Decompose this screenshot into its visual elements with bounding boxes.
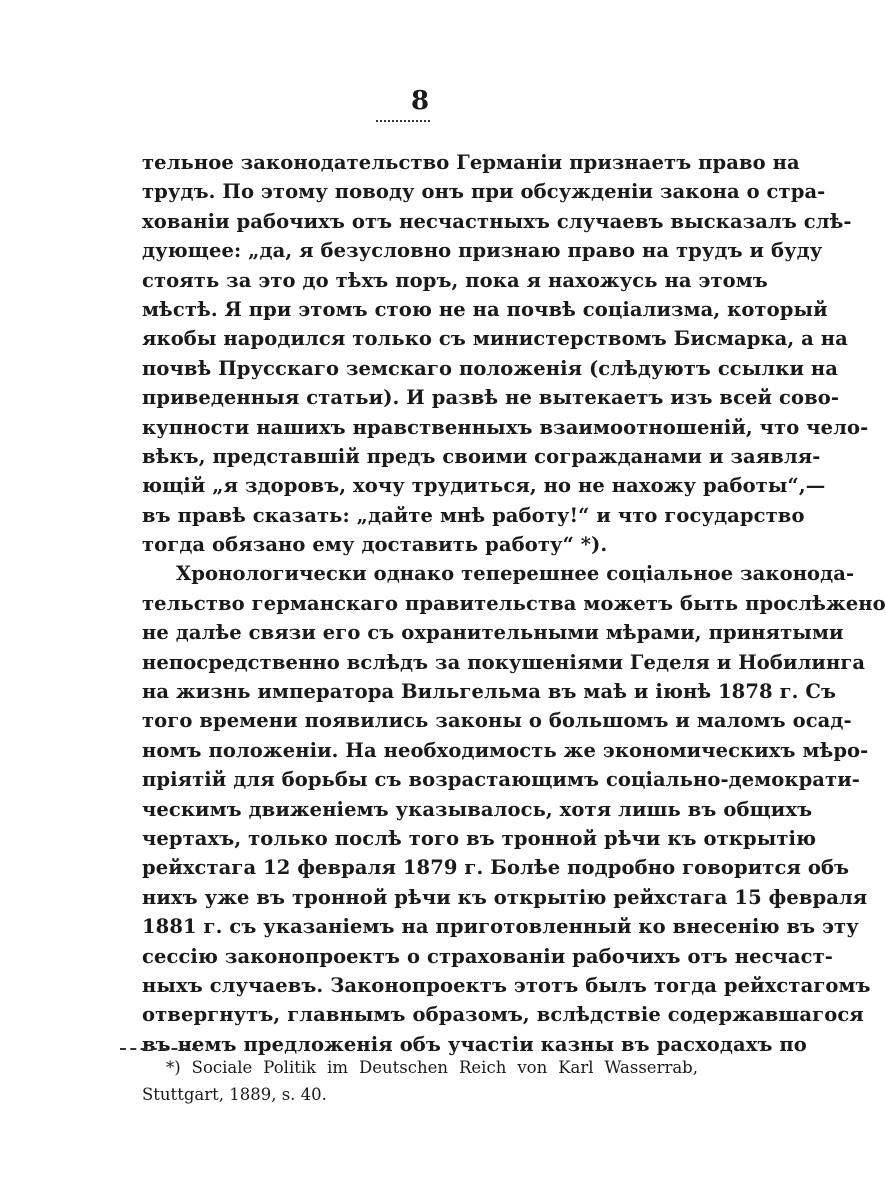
text-line: тогда обязано ему доставить работу“ *). (142, 533, 608, 557)
text-line: отвергнутъ, главнымъ образомъ, вслѣдствіе содержавшагося (142, 1003, 864, 1027)
text-line: вѣкъ, представшій предъ своими согражданами и заявля- (142, 444, 821, 468)
text-line: номъ положеніи. На необходимость же экономическихъ мѣро- (142, 738, 869, 762)
text-line: тельство германскаго правительства можетъ быть прослѣжено (142, 591, 886, 615)
text-line: рейхстага 12 февраля 1879 г. Болѣе подробно говорится объ (142, 856, 850, 880)
page-number: 8 (410, 86, 430, 116)
footnote-line: Stuttgart, 1889, s. 40. (142, 1085, 327, 1104)
text-line: мѣстѣ. Я при этомъ стою не на почвѣ соціализма, который (142, 297, 828, 321)
text-line: въ немъ предложенія объ участіи казны въ расходахъ по (142, 1032, 807, 1056)
text-line: не далѣе связи его съ охранительными мѣрами, принятыми (142, 621, 844, 645)
text-line: ныхъ случаевъ. Законопроектъ этотъ былъ тогда рейхстагомъ (142, 973, 871, 997)
text-line: того времени появились законы о большомъ и маломъ осад- (142, 709, 852, 733)
text-line: сессію законопроектъ о страхованіи рабочихъ отъ несчаст- (142, 944, 834, 968)
text-line: почвѣ Прусскаго земскаго положенія (слѣдуютъ ссылки на (142, 356, 839, 380)
text-line: трудъ. По этому поводу онъ при обсужденіи закона о стра- (142, 180, 826, 204)
footnote-line: *) Sociale Politik im Deutschen Reich von Karl Wasserrab, (166, 1058, 698, 1077)
text-line: на жизнь императора Вильгельма въ маѣ и іюнѣ 1878 г. Съ (142, 680, 837, 704)
footnote (142, 1054, 698, 1108)
text-line: чертахъ, только послѣ того въ тронной рѣчи къ открытію (142, 826, 817, 850)
text-line: приведенныя статьи). И развѣ не вытекаетъ изъ всей сово- (142, 386, 840, 410)
text-line: пріятій для борьбы съ возрастающимъ соціально-демократи- (142, 768, 860, 792)
text-line: купности нашихъ нравственныхъ взаимоотношеній, что чело- (142, 415, 869, 439)
text-line: непосредственно вслѣдъ за покушеніями Геделя и Нобилинга (142, 650, 866, 674)
text-line: ческимъ движеніемъ указывалось, хотя лишь въ общихъ (142, 797, 813, 821)
text-line: 1881 г. съ указаніемъ на приготовленный ко внесенію въ эту (142, 915, 859, 939)
text-line: тельное законодательство Германіи признаетъ право на (142, 151, 800, 174)
text-line: якобы народился только съ министерствомъ Бисмарка, а на (142, 327, 848, 351)
text-line: стоять за это до тѣхъ поръ, пока я нахожусь на этомъ (142, 268, 768, 292)
text-line: хованіи рабочихъ отъ несчастныхъ случаевъ высказалъ слѣ- (142, 209, 852, 233)
page-number-underline (376, 120, 430, 122)
text-line: дующее: „да, я безусловно признаю право на трудъ и буду (142, 239, 823, 263)
text-line: въ правѣ сказать: „дайте мнѣ работу!“ и что государство (142, 503, 805, 527)
body-text (142, 148, 886, 1059)
text-line: Хронологически однако теперешнее соціальное законода- (176, 562, 855, 586)
text-line: ющій „я здоровъ, хочу трудиться, но не нахожу работы“,— (142, 474, 826, 498)
footnote-separator (120, 1048, 198, 1050)
text-line: нихъ уже въ тронной рѣчи къ открытію рейхстага 15 февраля (142, 885, 868, 909)
